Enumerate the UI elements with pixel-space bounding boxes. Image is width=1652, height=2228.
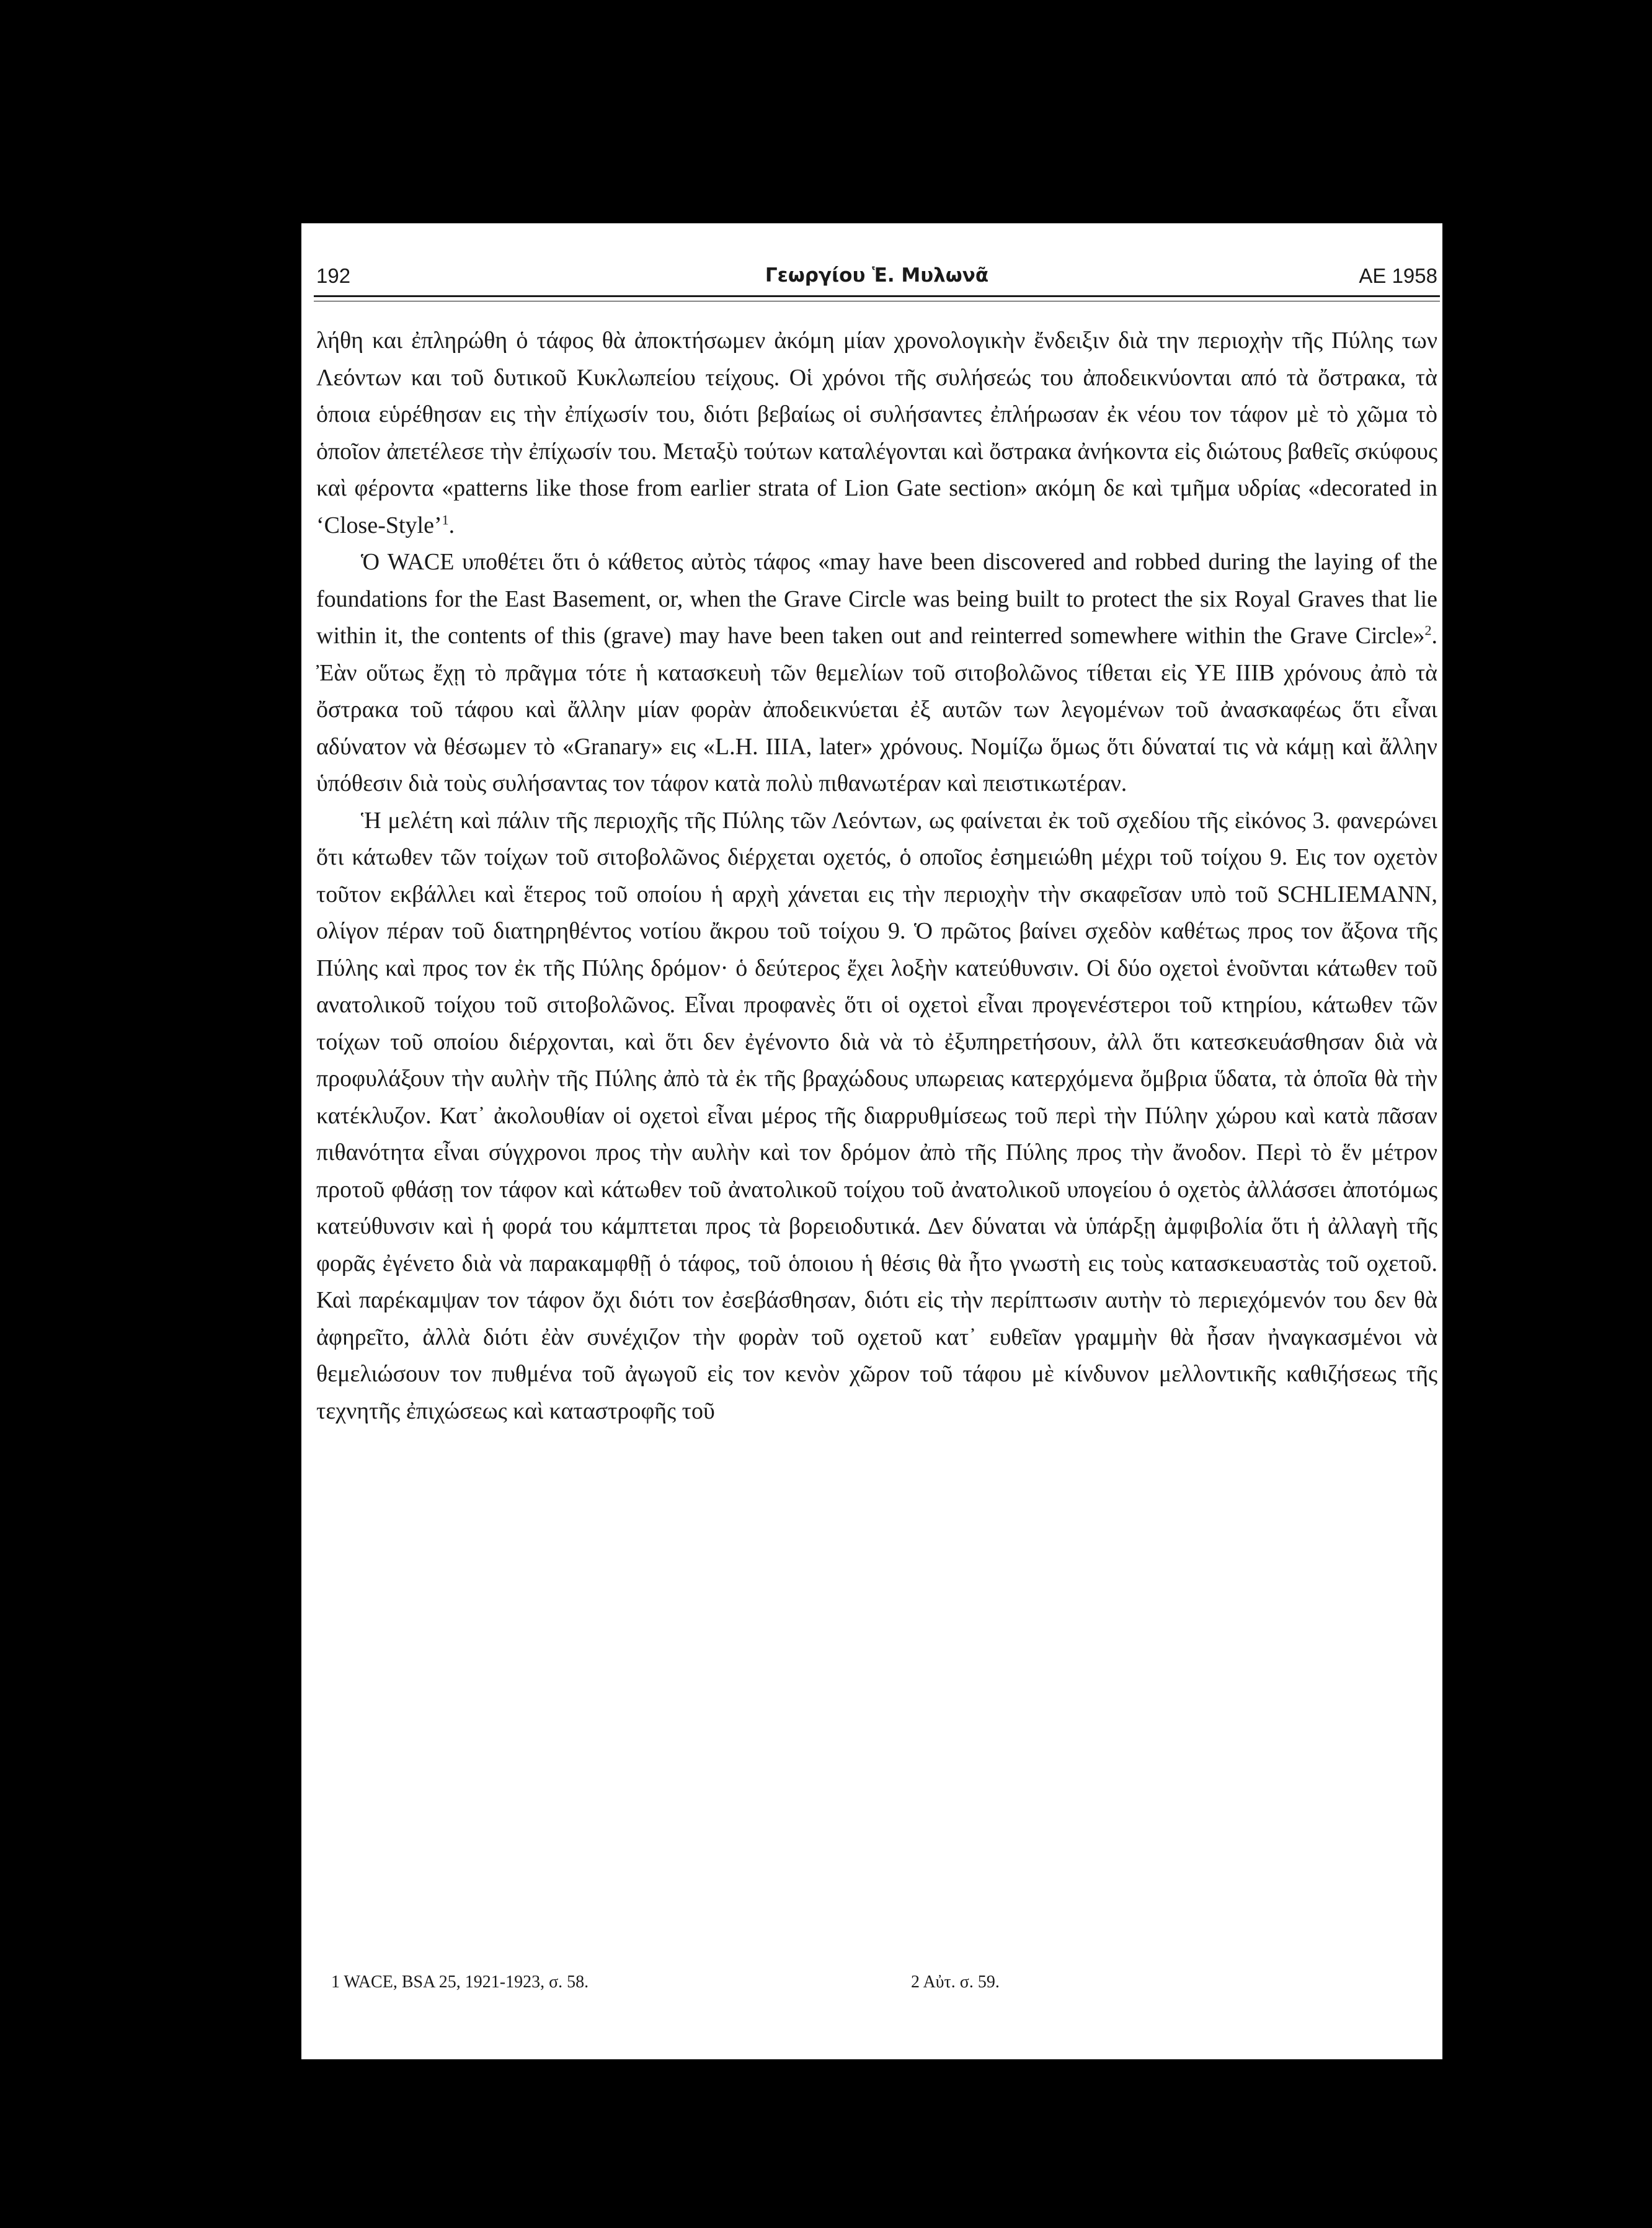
paragraph-3 xyxy=(316,803,1437,1430)
paragraph-2: Ὁ WACE υποθέτει ὅτι ὁ κάθετος αὐτὸς τάφος «may have been discovered and robbed during the laying of the foundations for the East Basement, or, when the Grave Circle was being built to protect the six Royal Graves that lie within it, the contents of this (grave) may have been taken out and reinterred somewhere within the Grave Circle»$^2$. Ἐὰν οὕτως ἔχῃ τὸ πρᾶγμα τότε ἡ κατασκευὴ τῶν θεμελίων τοῦ σιτοβολῶνος τίθεται εἰς ΥΕ ΙΙΙΒ χρόνους ἀπὸ τὰ ὄστρακα τοῦ τάφου καὶ ἄλλην μίαν φορὰν ἀποδεικνύεται ἐξ αυτῶν των λεγομένων τοῦ ἀνασκαφέως ὅτι εἶναι αδύνατον νὰ θέσωμεν τὸ «Granary» εις «L.H. IIIA, later» χρόνους. Νομίζω ὅμως ὅτι δύναταί τις νὰ κάμῃ καὶ ἄλλην ὑπόθεσιν διὰ τοὺς συλήσαντας τον τάφον κατὰ πολὺ πιθανωτέραν καὶ πειστικωτέραν. xyxy=(316,549,1437,796)
footnote-2: 2 Αὐτ. σ. 59. xyxy=(911,1972,1000,1992)
document-page xyxy=(301,223,1442,2059)
paragraph-2-text: Ὁ WACE υποθέτει ὅτι ὁ κάθετος αὐτὸς τάφος «may have been discovered and robbed during the laying of the foundations for the East Basement, or, when the Grave Circle was being built to protect the six Royal Graves that lie within it, the contents of this (grave) may have been taken out and reinterred somewhere within the Grave Circle» xyxy=(316,549,1437,649)
paragraph-1: λήθη και ἐπληρώθη ὁ τάφος θὰ ἀποκτήσωμεν ἀκόμη μίαν χρονολογικὴν ἔνδειξιν διὰ την περιοχὴν τῆς Πύλης των Λεόντων και τοῦ δυτικοῦ Κυκλωπείου τείχους. Οἱ χρόνοι τῆς συλήσεώς του ἀποδεικνύονται από τὰ ὄστρακα, τὰ ὁποια εὑρέθησαν εις τὴν ἐπίχωσίν του, διότι βεβαίως οἱ συλήσαντες ἐπλήρωσαν ἐκ νέου τον τάφον μὲ τὸ χῶμα τὸ ὁποῖον ἀπετέλεσε τὴν ἐπίχωσίν του. Μεταξὺ τούτων καταλέγονται καὶ ὄστρακα ἀνήκοντα εἰς διώτους βαθεῖς σκύφους καὶ φέροντα «patterns like those from earlier strata of Lion Gate section» ακόμη δε καὶ τμῆμα υδρίας «decorated in ‘Close-Style’$^1$. xyxy=(316,328,1437,538)
footnote-ref-2: 2 xyxy=(1424,622,1432,638)
paragraph-3-text: Ἡ μελέτη καὶ πάλιν τῆς περιοχῆς τῆς Πύλης τῶν Λεόντων, ως φαίνεται ἐκ τοῦ σχεδίου τῆς εἰκόνος 3. φανερώνει ὅτι κάτωθεν τῶν τοίχων τοῦ σιτοβολῶνος διέρχεται οχετός, ὁ οποῖος ἐσημειώθη μέχρι τοῦ τοίχου 9. Εις τον οχετὸν τοῦτον εκβάλλει καὶ ἕτερος τοῦ οποίου ἡ αρχὴ χάνεται εις τὴν περιοχὴν τὴν σκαφεῖσαν υπὸ τοῦ SCHLIEMANN, ολίγον πέραν τοῦ διατηρηθέντος νοτίου ἄκρου τοῦ τοίχου 9. Ὁ πρῶτος βαίνει σχεδὸν καθέτως προς τον ἄξονα τῆς Πύλης καὶ προς τον ἐκ τῆς Πύλης δρόμον· ὁ δεύτερος ἔχει λοξὴν κατεύθυνσιν. Οἱ δύο οχετοὶ ἑνοῦνται κάτωθεν τοῦ ανατολικοῦ τοίχου τοῦ σιτοβολῶνος. Εἶναι προφανὲς ὅτι οἱ οχετοὶ εἶναι προγενέστεροι τοῦ κτηρίου, κάτωθεν τῶν τοίχων τοῦ οποίου διέρχονται, καὶ ὅτι δεν ἐγένοντο διὰ νὰ τὸ ἐξυπηρετήσουν, ἀλλ ὅτι κατεσκευάσθησαν διὰ νὰ προφυλάξουν τὴν αυλὴν τῆς Πύλης ἀπὸ τὰ ἐκ τῆς βραχώδους υπωρειας κατερχόμενα ὄμβρια ὕδατα, τὰ ὁποῖα θὰ τὴν κατέκλυζον. Κατ᾽ ἀκολουθίαν οἱ οχετοὶ εἶναι μέρος τῆς διαρρυθμίσεως τοῦ περὶ τὴν Πύλην χώρου καὶ κατὰ πᾶσαν πιθανότητα εἶναι σύγχρονοι προς τὴν αυλὴν καὶ τον δρόμον ἀπὸ τῆς Πύλης προς τὴν ἄνοδον. Περὶ τὸ ἕν μέτρον προτοῦ φθάσῃ τον τάφον καὶ κάτωθεν τοῦ ἀνατολικοῦ τοίχου τοῦ ἀνατολικοῦ υπογείου ὁ οχετὸς ἀλλάσσει ἀποτόμως κατεύθυνσιν καὶ ἡ φορά του κάμπτεται προς τὰ βορειοδυτικά. Δεν δύναται νὰ ὑπάρξῃ ἀμφιβολία ὅτι ἡ ἀλλαγὴ τῆς φορᾶς ἐγένετο διὰ νὰ παρακαμφθῇ ὁ τάφος, τοῦ ὁποιου ἡ θέσις θὰ ἦτο γνωστὴ εις τοὺς κατασκευαστὰς τοῦ οχετοῦ. Καὶ παρέκαμψαν τον τάφον ὄχι διότι τον ἐσεβάσθησαν, διότι εἰς τὴν περίπτωσιν αυτὴν τὸ περιεχόμενόν του δεν θὰ ἀφηρεῖτο, ἀλλὰ διότι ἐὰν συνέχιζον τὴν φορὰν τοῦ οχετοῦ κατ᾽ ευθεῖαν γραμμὴν θὰ ἦσαν ἠναγκασμένοι νὰ θεμελιώσουν τον πυθμένα τοῦ ἀγωγοῦ εἰς τον κενὸν χῶρον τοῦ τάφου μὲ κίνδυνον μελλοντικῆς καθιζήσεως τῆς τεχνητῆς ἐπιχώσεως καὶ καταστροφῆς τοῦ xyxy=(316,807,1437,1424)
page-number: 192 xyxy=(316,264,351,287)
journal-reference: ΑΕ 1958 xyxy=(1359,264,1437,287)
running-title: Γεωργίου Ἑ. Μυλωνᾶ xyxy=(765,264,989,287)
footnote-1: 1 WACE, BSA 25, 1921-1923, σ. 58. xyxy=(331,1972,589,1992)
paragraph-1-text: λήθη και ἐπληρώθη ὁ τάφος θὰ ἀποκτήσωμεν ἀκόμη μίαν χρονολογικὴν ἔνδειξιν διὰ την περιοχὴν τῆς Πύλης των Λεόντων και τοῦ δυτικοῦ Κυκλωπείου τείχους. Οἱ χρόνοι τῆς συλήσεώς του ἀποδεικνύονται από τὰ ὄστρακα, τὰ ὁποια εὑρέθησαν εις τὴν ἐπίχωσίν του, διότι βεβαίως οἱ συλήσαντες ἐπλήρωσαν ἐκ νέου τον τάφον μὲ τὸ χῶμα τὸ ὁποῖον ἀπετέλεσε τὴν ἐπίχωσίν του. Μεταξὺ τούτων καταλέγονται καὶ ὄστρακα ἀνήκοντα εἰς διώτους βαθεῖς σκύφους καὶ φέροντα «patterns like those from earlier strata of Lion Gate section» ακόμη δε καὶ τμῆμα υδρίας «decorated in ‘Close-Style’ xyxy=(316,328,1437,538)
paragraph-2-continuation: Ἐὰν οὕτως ἔχῃ τὸ πρᾶγμα τότε ἡ κατασκευὴ τῶν θεμελίων τοῦ σιτοβολῶνος τίθεται εἰς ΥΕ ΙΙΙΒ χρόνους ἀπὸ τὰ ὄστρακα τοῦ τάφου καὶ ἄλλην μίαν φορὰν ἀποδεικνύεται ἐξ αυτῶν των λεγομένων τοῦ ἀνασκαφέως ὅτι εἶναι αδύνατον νὰ θέσωμεν τὸ «Granary» εις «L.H. IIIA, later» χρόνους. Νομίζω ὅμως ὅτι δύναταί τις νὰ κάμῃ καὶ ἄλλην ὑπόθεσιν διὰ τοὺς συλήσαντας τον τάφον κατὰ πολὺ πιθανωτέραν καὶ πειστικωτέραν. xyxy=(316,659,1437,796)
header-rule xyxy=(314,295,1440,301)
footnote-ref-1: 1 xyxy=(442,511,449,527)
body-text xyxy=(316,323,1437,1430)
running-header xyxy=(316,261,1437,298)
